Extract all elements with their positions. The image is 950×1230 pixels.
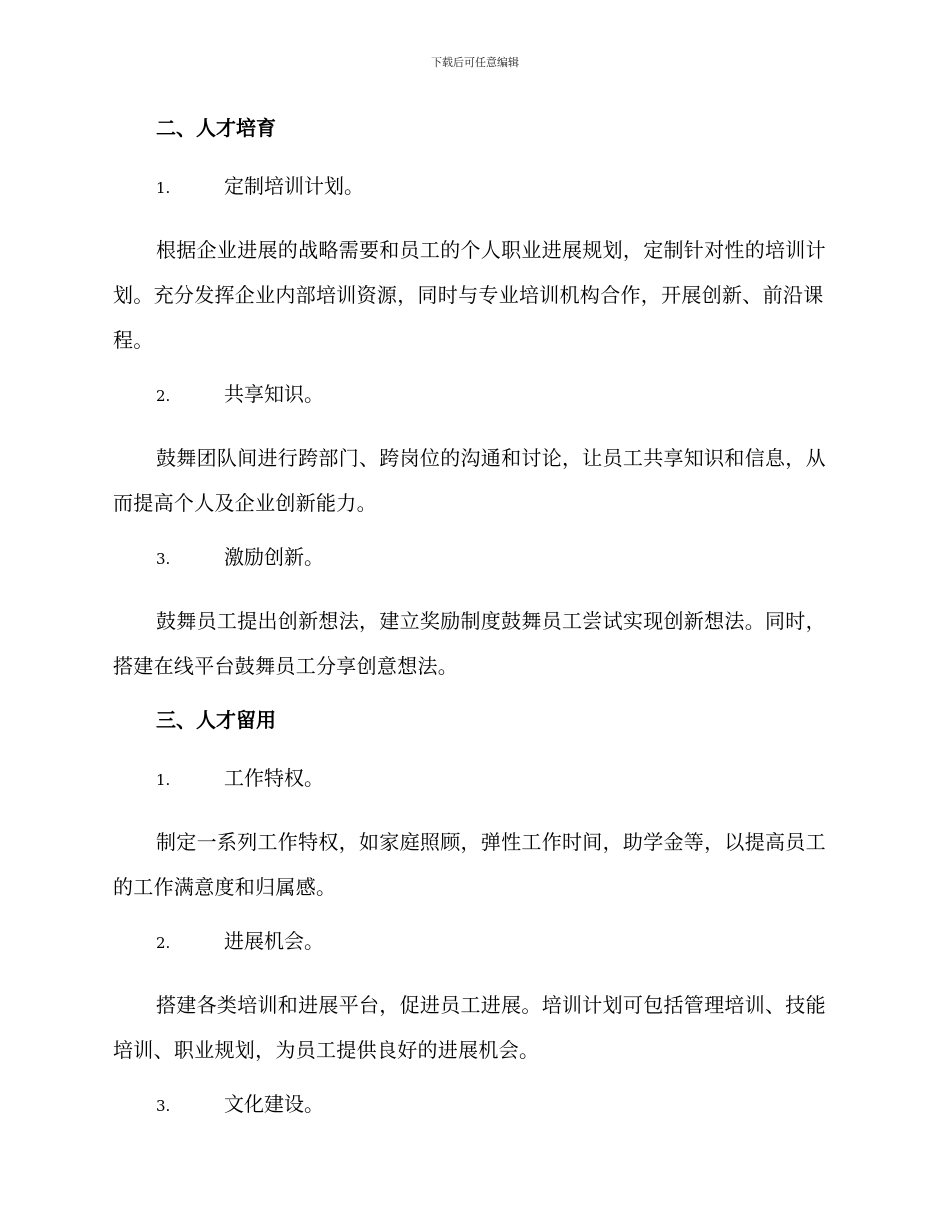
paragraph: 根据企业进展的战略需要和员工的个人职业进展规划，定制针对性的培训计划。充分发挥企业内部培训资源，同时与专业培训机构合作，开展创新、前沿课程。 xyxy=(113,238,826,352)
list-item-title: 文化建设。 xyxy=(224,1092,324,1116)
list-item-title: 工作特权。 xyxy=(224,766,324,790)
list-number: 1. xyxy=(156,771,171,789)
list-item-title: 激励创新。 xyxy=(224,545,324,569)
paragraph: 鼓舞团队间进行跨部门、跨岗位的沟通和讨论，让员工共享知识和信息，从而提高个人及企业创新能力。 xyxy=(113,446,826,515)
section-heading-talent-retention: 三、人才留用 xyxy=(156,708,276,732)
list-item-share-knowledge xyxy=(156,376,833,414)
list-item-custom-training xyxy=(156,168,833,206)
list-item-title: 共享知识。 xyxy=(224,382,324,406)
header-note: 下载后可任意编辑 xyxy=(431,56,519,69)
paragraph: 鼓舞员工提出创新想法，建立奖励制度鼓舞员工尝试实现创新想法。同时，搭建在线平台鼓舞员工分享创意想法。 xyxy=(113,609,826,678)
list-number: 2. xyxy=(156,387,171,405)
document-body xyxy=(113,110,833,1146)
list-item-title: 定制培训计划。 xyxy=(224,174,364,198)
paragraph: 搭建各类培训和进展平台，促进员工进展。培训计划可包括管理培训、技能培训、职业规划，为员工提供良好的进展机会。 xyxy=(113,993,826,1062)
list-number: 2. xyxy=(156,934,171,952)
list-item-development-opportunities xyxy=(156,923,833,961)
section-heading-talent-training: 二、人才培育 xyxy=(156,116,276,140)
list-item-culture-building xyxy=(156,1086,833,1124)
list-item-work-privileges xyxy=(156,760,833,798)
list-number: 3. xyxy=(156,1097,171,1115)
list-item-title: 进展机会。 xyxy=(224,929,324,953)
list-number: 3. xyxy=(156,550,171,568)
list-item-encourage-innovation xyxy=(156,539,833,577)
paragraph: 制定一系列工作特权，如家庭照顾，弹性工作时间，助学金等，以提高员工的工作满意度和归属感。 xyxy=(113,830,826,899)
list-number: 1. xyxy=(156,179,171,197)
